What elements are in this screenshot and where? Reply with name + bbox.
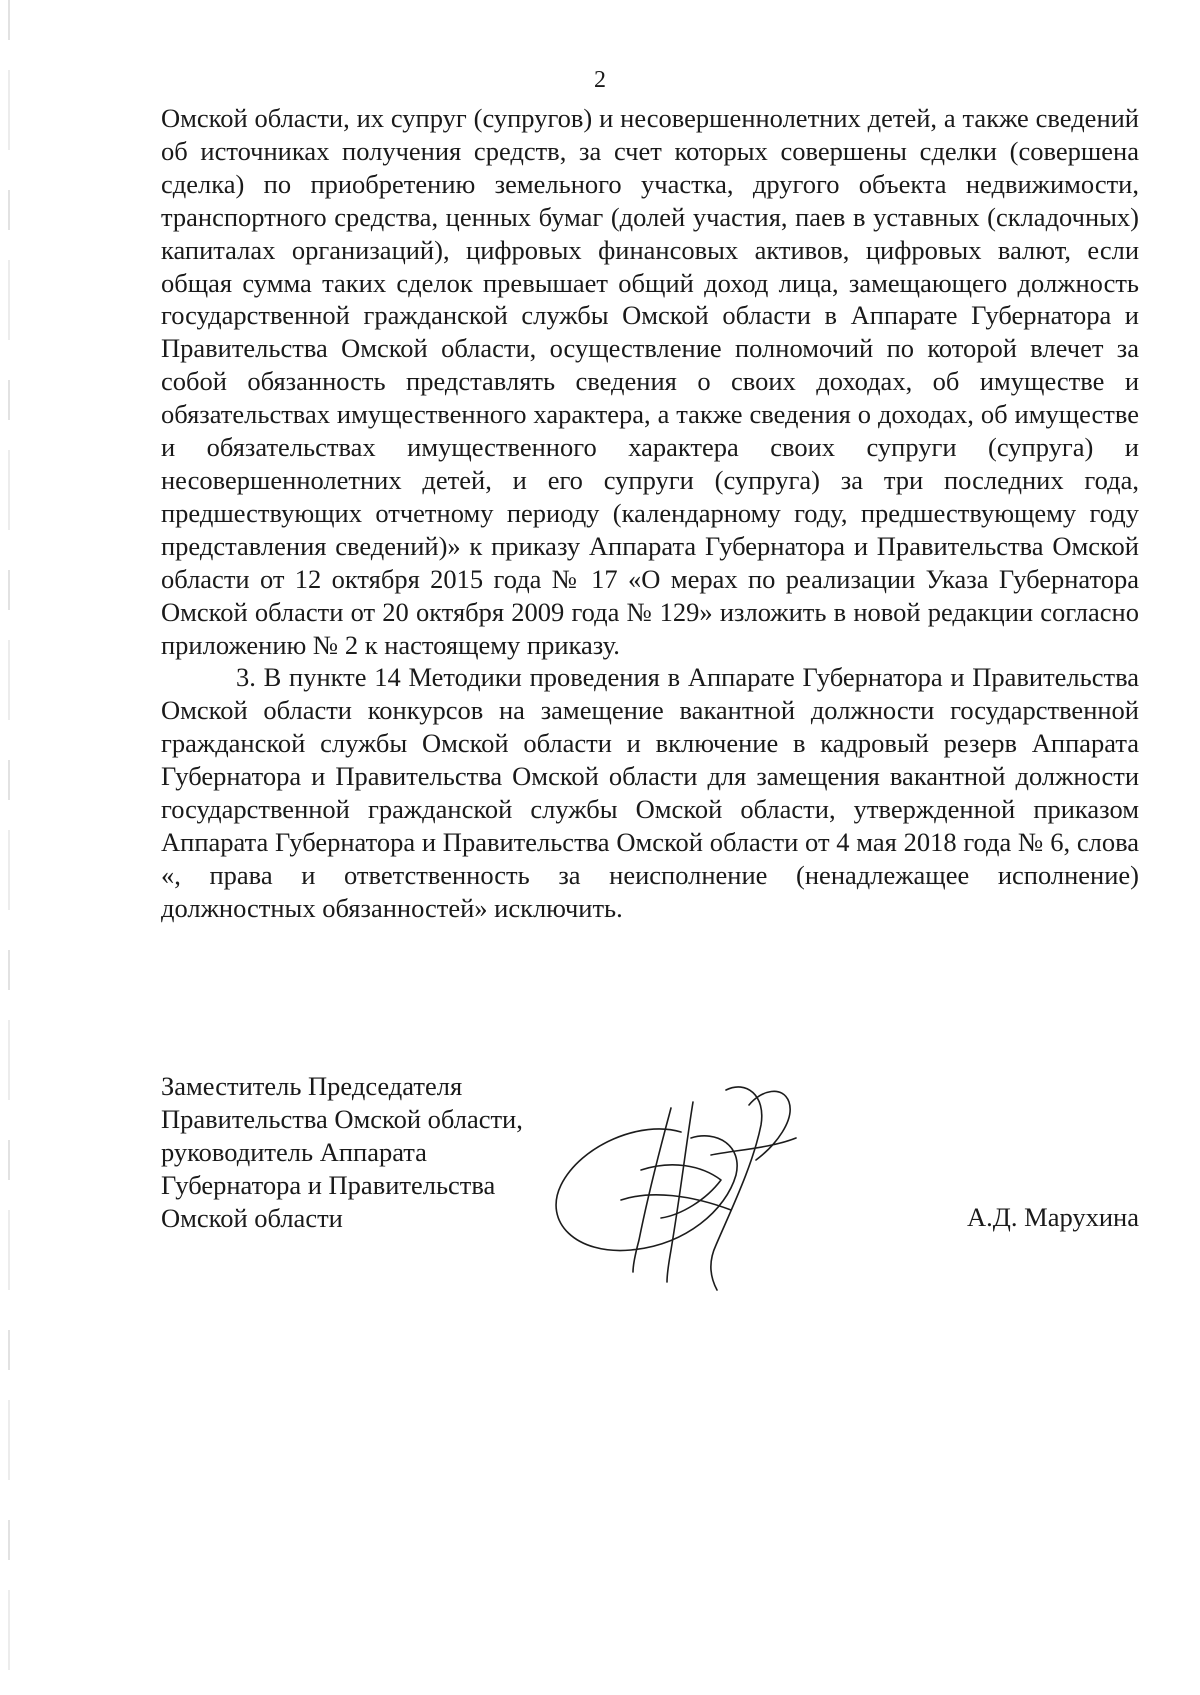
- signer-position-line: Заместитель Председателя: [161, 1071, 463, 1101]
- signer-name: А.Д. Марухина: [967, 1202, 1139, 1232]
- signature-block: [161, 1070, 1139, 1330]
- signer-position-line: Правительства Омской области,: [161, 1103, 523, 1134]
- signer-position-line: Губернатора и Правительства: [161, 1169, 496, 1200]
- handwritten-signature: [521, 1050, 821, 1310]
- signer-position-line: руководитель Аппарата: [161, 1136, 427, 1167]
- page-number: 2: [594, 67, 606, 93]
- paragraph-item-3: 3. В пункте 14 Методики проведения в Аппарате Губернатора и Правительства Омской области конкурсов на замещение вакантной должности государственной гражданской службы Омской области и включение в кадровый резерв Аппарата Губернатора и Правительства Омской области для замещения вакантной должности государственной гражданской службы Омской области, утвержденной приказом Аппарата Губернатора и Правительства Омской области от 4 мая 2018 года № 6, слова «, права и ответственность за неисполнение (ненадлежащее исполнение) должностных обязанностей» исключить.: [161, 662, 1139, 923]
- paragraph-continuation: Омской области, их супруг (супругов) и несовершеннолетних детей, а также сведений об источниках получения средств, за счет которых совершены сделки (совершена сделка) по приобретению земельного участка, другого объекта недвижимости, транспортного средства, ценных бумаг (долей участия, паев в уставных (складочных) капиталах организаций), цифровых финансовых активов, цифровых валют, если общая сумма таких сделок превышает общий доход лица, замещающего должность государственной гражданской службы Омской области в Аппарате Губернатора и Правительства Омской области, осуществление полномочий по которой влечет за собой обязанность представлять сведения о своих доходах, об имуществе и обязательствах имущественного характера, а также сведения о доходах, об имуществе и обязательствах имущественного характера своих супруги (супруга) и несовершеннолетних детей, и его супруги (супруга) за три последних года, предшествующих отчетному периоду (календарному году, предшествующему году представления сведений)» к приказу Аппарата Губернатора и Правительства Омской области от 12 октября 2015 года № 17 «О мерах по реализации Указа Губернатора Омской области от 20 октября 2009 года № 129» изложить в новой редакции согласно приложению № 2 к настоящему приказу.: [161, 103, 1139, 660]
- signer-position-line: Омской области: [161, 1202, 343, 1233]
- document-body: [161, 102, 1139, 925]
- scan-edge-artifact: [8, 0, 10, 1695]
- signer-position: [161, 1070, 581, 1235]
